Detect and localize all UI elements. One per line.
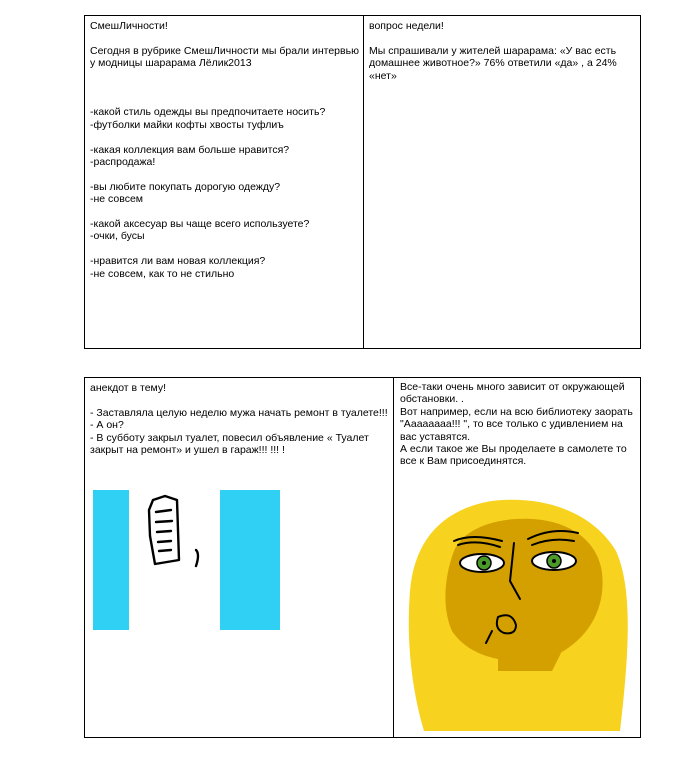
smeshlichnosti-heading: СмешЛичности! [90,20,168,32]
toilet-door-drawing [93,488,283,633]
interview-answer: -распродажа! [90,156,156,169]
interview-question: -вы любите покупать дорогую одежду? [90,180,281,193]
joke-line: - В субботу закрыл туалет, повесил объявление « Туалет закрыт на ремонт» и ушел в гараж!!! !!! ! [90,431,372,457]
question-of-week-cell [364,16,640,348]
joke-heading: анекдот в тему! [90,382,167,394]
screaming-face-drawing [402,491,632,731]
door-panel-left [93,490,129,630]
door-panel-right [220,490,280,630]
question-of-week-body: Мы спрашивали у жителей шарарама: «У вас есть домашнее животное?» 76% ответили «да» , а 24% «нет» [369,44,620,82]
left-eye [460,554,504,572]
interview-answer: -не совсем, как то не стильно [90,267,235,280]
bottom-table [84,377,641,738]
interview-question: -какая коллекция вам больше нравится? [90,143,290,156]
interview-question: -какой аксесуар вы чаще всего используете? [90,218,310,231]
interview-question: -какой стиль одежды вы предпочитаете носить? [90,106,326,119]
interview-question: -нравится ли вам новая коллекция? [90,255,266,268]
joke-line: - А он? [90,419,124,432]
right-eye [532,552,576,570]
interview-answer: -не совсем [90,193,144,206]
library-joke-paragraph: Вот например, если на всю библиотеку заорать "Аааааааа!!! ", то все только с удивлением на вас уставятся. [400,405,636,443]
question-of-week-heading: вопрос недели! [369,20,444,32]
interview-answer: -очки, бусы [90,230,145,243]
interview-answer: -футболки майки кофты хвосты туфлиъ [90,118,284,131]
top-table [84,15,641,349]
smeshlichnosti-cell [85,16,363,348]
neck [498,651,562,671]
smeshlichnosti-intro: Сегодня в рубрике СмешЛичности мы брали интервью у модницы шарарама Лёлик2013 [90,44,362,70]
library-joke-paragraph: Все-таки очень много зависит от окружающей обстановки. . [400,381,628,406]
notice-sign-icon [149,496,198,566]
library-joke-paragraph: А если такое же Вы проделаете в самолете то все к Вам присоединятся. [400,443,630,468]
joke-line: - Заставляла целую неделю мужа начать ремонт в туалете!!! [90,406,388,419]
